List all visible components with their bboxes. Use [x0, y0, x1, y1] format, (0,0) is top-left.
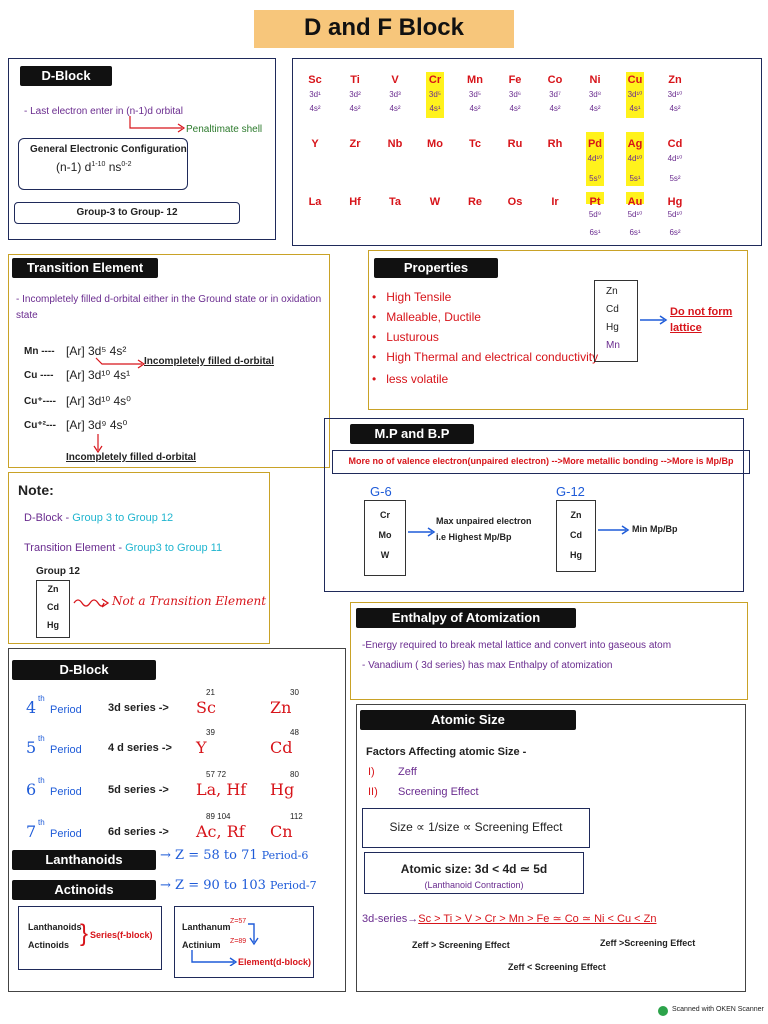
- pt-config: 4s²: [549, 104, 561, 113]
- te-config: [Ar] 3d¹⁰ 4s⁰: [66, 394, 131, 408]
- lanthanoids-period: Period-6: [261, 849, 309, 862]
- pt-config: 4d¹⁰: [627, 154, 643, 163]
- group-range-text: Group-3 to Group- 12: [76, 207, 178, 218]
- pt-element: Pt: [589, 196, 601, 208]
- pt-element: Ti: [350, 74, 360, 86]
- dbl-label: Element(d-block): [238, 957, 312, 967]
- note-metal-item: Hg: [47, 620, 59, 630]
- pt-config: 4s¹: [429, 104, 441, 113]
- zeff-1: Zeff > Screening Effect: [412, 940, 510, 950]
- pt-config: 4s²: [349, 104, 361, 113]
- pt-config: 3d³: [389, 90, 401, 99]
- te-config: [Ar] 3d¹⁰ 4s¹: [66, 368, 131, 382]
- enthalpy-line-2: - Vanadium ( 3d series) has max Enthalpy of atomization: [362, 660, 613, 671]
- page-title: D and F Block: [303, 14, 465, 41]
- metal-item: Hg: [606, 322, 619, 333]
- series-first: Y: [196, 738, 207, 757]
- gen-config-sup2: 0-2: [121, 161, 132, 168]
- pt-config: 4s²: [669, 104, 681, 113]
- pt-element: Re: [467, 196, 483, 208]
- series-last: Cd: [270, 738, 293, 757]
- series-label: 6d series ->: [108, 826, 169, 838]
- te-ion: Mn ----: [24, 346, 55, 357]
- factor-1-num: I): [368, 766, 375, 778]
- metal-item: Mn: [606, 340, 620, 351]
- enthalpy-header: Enthalpy of Atomization: [356, 608, 576, 628]
- dbl-l1: Lanthanum: [182, 922, 231, 932]
- metal-item: Zn: [606, 286, 618, 297]
- g12-arrow: [596, 524, 630, 536]
- pt-element: Y: [311, 138, 319, 150]
- last-electron-text: - Last electron enter in (n-1)d orbital: [24, 106, 183, 117]
- series-first-num: 89 104: [206, 812, 231, 821]
- squiggle-arrow: [72, 596, 112, 610]
- pt-config: 4s²: [509, 104, 521, 113]
- factor-2-num: II): [368, 786, 378, 798]
- dblock-header: D-Block: [20, 66, 112, 86]
- pt-element: Ni: [589, 74, 601, 86]
- period-number: 6: [26, 780, 37, 799]
- pt-element: Cd: [667, 138, 683, 150]
- note-metal-item: Cd: [47, 602, 59, 612]
- not-te-text: Not a Transition Element: [112, 594, 267, 608]
- transition-header: Transition Element: [12, 258, 158, 278]
- note-header: Note:: [18, 482, 54, 498]
- series-last-num: 80: [290, 770, 299, 779]
- pt-element: Mn: [467, 74, 483, 86]
- pt-config: 3d⁷: [549, 90, 561, 99]
- g12-item: Hg: [570, 550, 582, 560]
- series-label: 5d series ->: [108, 784, 169, 796]
- note-line-1: [24, 512, 173, 524]
- atomic-factors: Factors Affecting atomic Size -: [366, 746, 527, 758]
- fblock-label: Series(f-block): [90, 930, 153, 940]
- lanthanoids-z: Z = 58 to 71: [175, 848, 258, 863]
- period-word: Period: [50, 704, 82, 716]
- period-sup: th: [38, 734, 45, 743]
- note-group12: Group 12: [36, 566, 80, 577]
- pt-config: 5s⁰: [589, 174, 601, 183]
- pt-config: 3d⁵: [428, 90, 442, 99]
- metal-item: Cd: [606, 304, 619, 315]
- pt-element: Ag: [627, 138, 643, 150]
- series-last: Zn: [270, 698, 292, 717]
- pt-config: 6s¹: [589, 228, 601, 237]
- series-first: Sc: [196, 698, 216, 717]
- pt-config: 5d⁹: [588, 210, 602, 219]
- period-number: 4: [26, 698, 37, 717]
- pt-element: Au: [627, 196, 643, 208]
- g6-label: G-6: [370, 484, 392, 499]
- gen-config-ns: ns: [105, 160, 122, 174]
- g6-text-1: Max unpaired electron: [436, 516, 532, 526]
- pt-element: Mo: [427, 138, 443, 150]
- pt-element: Os: [507, 196, 523, 208]
- property-item: • High Thermal and electrical conductivity: [372, 350, 598, 364]
- period-word: Period: [50, 786, 82, 798]
- pt-element: Ir: [551, 196, 559, 208]
- note-line-1a: D-Block -: [24, 512, 73, 524]
- pt-config: 4d¹⁰: [667, 154, 683, 163]
- lanthanoids-header: Lanthanoids: [12, 850, 156, 870]
- periodic-table-box: [292, 58, 762, 246]
- fblock-brace: }: [80, 920, 89, 947]
- period-number: 5: [26, 738, 37, 757]
- period-word: Period: [50, 744, 82, 756]
- series-last: Cn: [270, 822, 293, 841]
- pt-config: 4d¹⁰: [587, 154, 603, 163]
- zeff-2: Zeff < Screening Effect: [508, 962, 606, 972]
- period-sup: th: [38, 694, 45, 703]
- period-sup: th: [38, 818, 45, 827]
- pt-element: Zr: [349, 138, 361, 150]
- dbl-z1: Z=57: [230, 918, 247, 925]
- series-first: La, Hf: [196, 780, 247, 799]
- pt-config: 3d¹⁰: [627, 90, 643, 99]
- pt-element: Hf: [349, 196, 361, 208]
- pt-config: 3d¹⁰: [667, 90, 683, 99]
- pt-config: 4s¹: [629, 104, 641, 113]
- series-last-num: 112: [290, 812, 303, 821]
- pt-config: 5d¹⁰: [667, 210, 683, 219]
- pt-element: Cr: [428, 74, 442, 86]
- actinoids-value: → Z = 90 to 103 Period-7: [160, 878, 317, 893]
- pt-config: 3d⁸: [588, 90, 602, 99]
- te-ion: Cu ----: [24, 370, 54, 381]
- pt-config: 3d²: [349, 90, 361, 99]
- series-last-num: 30: [290, 688, 299, 697]
- series-first-num: 21: [206, 688, 215, 697]
- fblock-l1: Lanthanoids: [28, 922, 82, 932]
- penultimate-text: Penaltimate shell: [186, 124, 263, 135]
- pt-element: Tc: [468, 138, 482, 150]
- scanner-logo-icon: [658, 1006, 668, 1016]
- pt-config: 4s²: [589, 104, 601, 113]
- series-first-num: 57 72: [206, 770, 227, 779]
- period-word: Period: [50, 828, 82, 840]
- pt-element: Hg: [667, 196, 683, 208]
- series-last: Hg: [270, 780, 295, 799]
- note-line-1b: Group 3 to Group 12: [72, 512, 174, 524]
- series-sequence: [362, 912, 656, 925]
- note-line-2b: Group3 to Group 11: [125, 542, 223, 554]
- te-label-2: Incompletely filled d-orbital: [66, 452, 197, 463]
- series-label: 3d series ->: [108, 702, 169, 714]
- factor-1: Zeff: [398, 766, 417, 778]
- series-prefix: 3d-series→: [362, 913, 419, 925]
- no-lattice-text: Do not form lattice: [670, 306, 733, 334]
- pt-config: 5s²: [669, 174, 681, 183]
- pt-element: Fe: [508, 74, 522, 86]
- pt-element: V: [391, 74, 399, 86]
- series-seq: Sc > Ti > V > Cr > Mn > Fe ≃ Co ≃ Ni < Cu < Zn: [418, 913, 657, 925]
- g6-item: W: [380, 550, 390, 560]
- pt-element: Rh: [547, 138, 563, 150]
- pt-element: Ta: [388, 196, 402, 208]
- pt-element: Sc: [308, 74, 322, 86]
- property-item: • Lusturous: [372, 330, 439, 344]
- note-metal-item: Zn: [47, 584, 59, 594]
- te-label-1: Incompletely filled d-orbital: [144, 356, 275, 367]
- series-first-num: 39: [206, 728, 215, 737]
- lanthanoids-value: → Z = 58 to 71 Period-6: [160, 848, 309, 863]
- te-ion: Cu⁺²---: [24, 420, 56, 431]
- g12-item: Zn: [570, 510, 582, 520]
- properties-header: Properties: [374, 258, 498, 278]
- period-sup: th: [38, 776, 45, 785]
- lattice-arrow: [638, 314, 668, 326]
- note-line-2a: Transition Element -: [24, 542, 126, 554]
- actinoids-period: Period-7: [270, 879, 317, 892]
- pt-element: W: [429, 196, 441, 208]
- pt-config: 4s²: [309, 104, 321, 113]
- property-item: • less volatile: [372, 372, 448, 386]
- mpbp-header: M.P and B.P: [350, 424, 474, 444]
- mpbp-banner-text: More no of valence electron(unpaired electron) -->More metallic bonding -->More is Mp/Bp: [348, 456, 734, 466]
- dbl-z2: Z=89: [230, 938, 247, 945]
- g6-item: Cr: [379, 510, 390, 520]
- g6-item: Mo: [378, 530, 392, 540]
- penultimate-arrow: [126, 114, 186, 136]
- actinoids-header: Actinoids: [12, 880, 156, 900]
- dbl-l2: Actinium: [182, 940, 221, 950]
- period-number: 7: [26, 822, 37, 841]
- contraction-text: (Lanthanoid Contraction): [424, 880, 524, 890]
- fblock-l2: Actinoids: [28, 940, 70, 950]
- pt-config: 3d⁵: [468, 90, 482, 99]
- enthalpy-line-1: -Energy required to break metal lattice and convert into gaseous atom: [362, 640, 672, 651]
- dblock2-header: D-Block: [12, 660, 156, 680]
- gen-config-formula: [56, 160, 132, 174]
- property-item: • Malleable, Ductile: [372, 310, 481, 324]
- pt-element: Co: [547, 74, 563, 86]
- g6-arrow: [406, 526, 436, 538]
- pt-config: 6s¹: [629, 228, 641, 237]
- gen-config-sup1: 1-10: [91, 161, 106, 168]
- note-line-2: [24, 542, 222, 554]
- actinoids-z: Z = 90 to 103: [175, 878, 266, 893]
- g12-item: Cd: [570, 530, 582, 540]
- te-config: [Ar] 3d⁵ 4s²: [66, 344, 127, 358]
- pt-element: Nb: [387, 138, 403, 150]
- pt-config: 5s¹: [629, 174, 641, 183]
- pt-config: 6s²: [669, 228, 681, 237]
- gen-config-d: (n-1) d: [56, 160, 92, 174]
- g12-label: G-12: [556, 484, 585, 499]
- te-config: [Ar] 3d⁹ 4s⁰: [66, 418, 128, 432]
- gen-config-title: General Electronic Configuration: [30, 144, 187, 155]
- te-ion: Cu⁺----: [24, 396, 56, 407]
- pt-config: 3d⁶: [508, 90, 522, 99]
- relation-text: Size ∝ 1/size ∝ Screening Effect: [389, 820, 563, 834]
- pt-config: 5d¹⁰: [627, 210, 643, 219]
- pt-element: La: [308, 196, 322, 208]
- pt-config: 3d¹: [309, 90, 321, 99]
- pt-element: Cu: [627, 74, 643, 86]
- atomic-header: Atomic Size: [360, 710, 576, 730]
- pt-element: Ru: [507, 138, 523, 150]
- series-label: 4 d series ->: [108, 742, 172, 754]
- pt-element: Pd: [587, 138, 603, 150]
- factor-2: Screening Effect: [398, 786, 479, 798]
- footer-text: Scanned with OKEN Scanner: [672, 1006, 764, 1013]
- property-item: • High Tensile: [372, 290, 451, 304]
- series-first: Ac, Rf: [196, 822, 245, 841]
- pt-config: 4s²: [389, 104, 401, 113]
- series-last-num: 48: [290, 728, 299, 737]
- te-arrow-1: [92, 356, 152, 372]
- pt-config: 4s²: [469, 104, 481, 113]
- g12-text: Min Mp/Bp: [632, 524, 678, 534]
- zeff-3: Zeff >Screening Effect: [600, 938, 696, 948]
- size-order-text: Atomic size: 3d < 4d ≃ 5d: [400, 862, 548, 876]
- transition-desc: - Incompletely filled d-orbital either in the Ground state or in oxidation state: [16, 294, 322, 321]
- g6-text-2: i.e Highest Mp/Bp: [436, 532, 512, 542]
- pt-element: Zn: [668, 74, 682, 86]
